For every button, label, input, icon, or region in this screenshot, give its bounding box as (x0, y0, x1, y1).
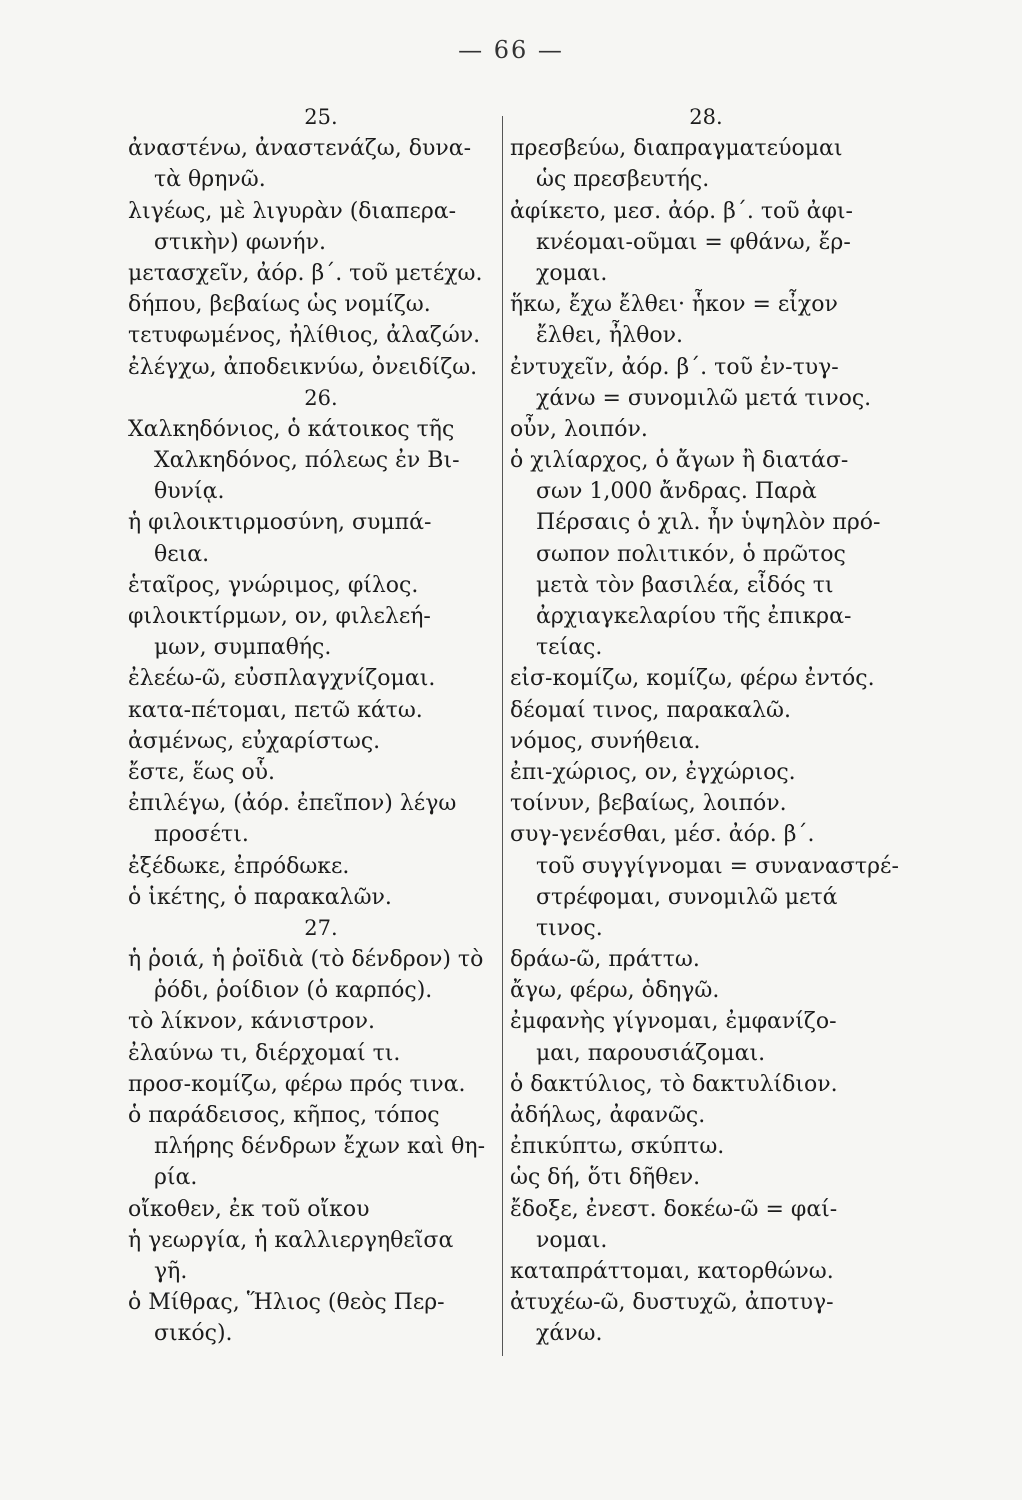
entry-line: πρεσβεύω, διαπραγματεύομαι (510, 136, 843, 162)
entry-line: δήπου, βεβαίως ὡς νομίζω. (128, 292, 431, 318)
entry-line: ὁ δακτύλιος, τὸ δακτυλίδιον. (510, 1071, 838, 1097)
entry-line: ὁ Μίθρας, Ἥλιος (θεὸς Περ- (128, 1290, 445, 1316)
entry-continuation: Πέρσαις ὁ χιλ. ἦν ὑψηλὸν πρό- (536, 510, 881, 536)
entry-line: ἡ φιλοικτιρμοσύνη, συμπά- (128, 510, 432, 536)
entry-line: ἀσμένως, εὐχαρίστως. (128, 728, 381, 754)
entry-line: συγ-γενέσθαι, μέσ. ἀόρ. β΄. (510, 822, 815, 848)
entry-continuation: μετὰ τὸν βασιλέα, εἶδός τι (536, 572, 834, 598)
entry-line: Χαλκηδόνιος, ὁ κάτοικος τῆς (128, 416, 455, 442)
entry-continuation: σων 1,000 ἄνδρας. Παρὰ (536, 479, 817, 505)
entry-line: μετασχεῖν, ἀόρ. β΄. τοῦ μετέχω. (128, 260, 483, 286)
entry-line: ὁ παράδεισος, κῆπος, τόπος (128, 1103, 440, 1128)
entry-line: ὡς δή, ὅτι δῆθεν. (510, 1165, 701, 1191)
entry-continuation: κνέομαι-οῦμαι = φθάνω, ἔρ- (536, 229, 851, 255)
entry-line: κατα-πέτομαι, πετῶ κάτω. (128, 697, 423, 723)
entry-continuation: σωπον πολιτικόν, ὁ πρῶτος (536, 541, 846, 567)
entry-line: τοίνυν, βεβαίως, λοιπόν. (510, 791, 787, 817)
entry-line: νόμος, συνήθεια. (510, 728, 701, 754)
entry-line: ἡ ῥοιά, ἡ ῥοϊδιὰ (τὸ δένδρον) τὸ (128, 947, 484, 973)
entry-line: ἡ γεωργία, ἡ καλλιεργηθεῖσα (128, 1227, 454, 1253)
entry-line: οὖν, λοιπόν. (510, 416, 648, 442)
entry-line: προσ-κομίζω, φέρω πρός τινα. (128, 1071, 466, 1097)
right-column (510, 102, 902, 1350)
entry-continuation: τὰ θρηνῶ. (154, 167, 266, 193)
entry-line: φιλοικτίρμων, ον, φιλελεή- (128, 604, 431, 629)
entry-line: ἐπι-χώριος, ον, ἐγχώριος. (510, 759, 796, 785)
entry-line: ὁ ἱκέτης, ὁ παρακαλῶν. (128, 884, 392, 910)
entry-line: ὁ χιλίαρχος, ὁ ἄγων ἢ διατάσ- (510, 448, 849, 474)
entry-line: ἐντυχεῖν, ἀόρ. β΄. τοῦ ἐν-τυγ- (510, 354, 839, 380)
entry-line: τὸ λίκνον, κάνιστρον. (128, 1009, 376, 1035)
entry-continuation: χάνω = συνομιλῶ μετά τινος. (536, 385, 872, 411)
entry-line: ἐπικύπτω, σκύπτω. (510, 1134, 725, 1160)
entry-line: ἔστε, ἕως οὗ. (128, 759, 276, 785)
entry-line: ἐξέδωκε, ἐπρόδωκε. (128, 853, 350, 879)
entry-line: ἐλεέω-ῶ, εὐσπλαγχνίζομαι. (128, 666, 436, 692)
left-column (128, 102, 500, 1350)
entry-line: δράω-ῶ, πράττω. (510, 947, 700, 973)
entry-continuation: τοῦ συγγίγνομαι = συναναστρέ- (536, 853, 899, 879)
entry-continuation: ἔλθει, ἦλθον. (536, 323, 683, 349)
entry-line: ἥκω, ἔχω ἔλθει· ἧκον = εἶχον (510, 292, 838, 318)
entry-line: ἀτυχέω-ῶ, δυστυχῶ, ἀποτυγ- (510, 1290, 834, 1316)
entry-line: εἰσ-κομίζω, κομίζω, φέρω ἐντός. (510, 666, 875, 692)
section-number: 27. (304, 915, 338, 940)
entry-line: τετυφωμένος, ἠλίθιος, ἀλαζών. (128, 323, 481, 349)
entry-continuation: χομαι. (536, 260, 608, 286)
entry-continuation: τινος. (536, 915, 603, 941)
entry-line: δέομαί τινος, παρακαλῶ. (510, 697, 791, 723)
entry-line: ἔδοξε, ἐνεστ. δοκέω-ῶ = φαί- (510, 1196, 838, 1222)
section-number: 26. (304, 385, 338, 410)
entry-line: ἀφίκετο, μεσ. ἀόρ. β΄. τοῦ ἀφι- (510, 198, 853, 224)
page-number: — 66 — (458, 36, 564, 64)
section-number: 25. (304, 105, 338, 129)
entry-continuation: ῥόδι, ῥοίδιον (ὁ καρπός). (154, 978, 433, 1004)
entry-continuation: θεια. (154, 541, 210, 567)
entry-line: ἐλαύνω τι, διέρχομαί τι. (128, 1040, 401, 1066)
entry-line: ἐλέγχω, ἀποδεικνύω, ὀνειδίζω. (128, 354, 478, 380)
entry-continuation: μαι, παρουσιάζομαι. (536, 1040, 766, 1066)
entry-continuation: τείας. (536, 635, 603, 661)
entry-continuation: θυνίᾳ. (154, 479, 225, 505)
entry-continuation: προσέτι. (154, 822, 249, 848)
entry-line: οἴκοθεν, ἐκ τοῦ οἴκου (128, 1196, 370, 1222)
entry-continuation: σικός). (154, 1321, 233, 1347)
section-number: 28. (689, 105, 723, 129)
entry-continuation: ἀρχιαγκελαρίου τῆς ἐπικρα- (536, 604, 852, 629)
entry-continuation: ρία. (154, 1165, 198, 1191)
entry-continuation: πλήρης δένδρων ἔχων καὶ θη- (154, 1134, 486, 1160)
entry-continuation: Χαλκηδόνος, πόλεως ἐν Βι- (154, 448, 460, 474)
entry-continuation: στικὴν) φωνήν. (154, 229, 326, 255)
entry-continuation: ὡς πρεσβευτής. (536, 167, 710, 193)
entry-line: ἐμφανὴς γίγνομαι, ἐμφανίζο- (510, 1009, 837, 1035)
entry-line: καταπράττομαι, κατορθώνω. (510, 1258, 834, 1284)
entry-line: ἄγω, φέρω, ὁδηγῶ. (510, 978, 720, 1004)
entry-line: ἐπιλέγω, (ἀόρ. ἐπεῖπον) λέγω (128, 791, 457, 817)
entry-continuation: γῆ. (154, 1258, 188, 1284)
entry-continuation: νομαι. (536, 1227, 608, 1253)
entry-continuation: χάνω. (536, 1321, 603, 1347)
entry-line: ἑταῖρος, γνώριμος, φίλος. (128, 572, 419, 598)
entry-line: ἀδήλως, ἀφανῶς. (510, 1103, 706, 1128)
entry-continuation: μων, συμπαθής. (154, 635, 332, 661)
entry-line: λιγέως, μὲ λιγυρὰν (διαπερα- (128, 198, 457, 224)
entry-continuation: στρέφομαι, συνομιλῶ μετά (536, 884, 838, 910)
column-divider (502, 116, 503, 1356)
entry-line: ἀναστένω, ἀναστενάζω, δυνα- (128, 136, 472, 162)
